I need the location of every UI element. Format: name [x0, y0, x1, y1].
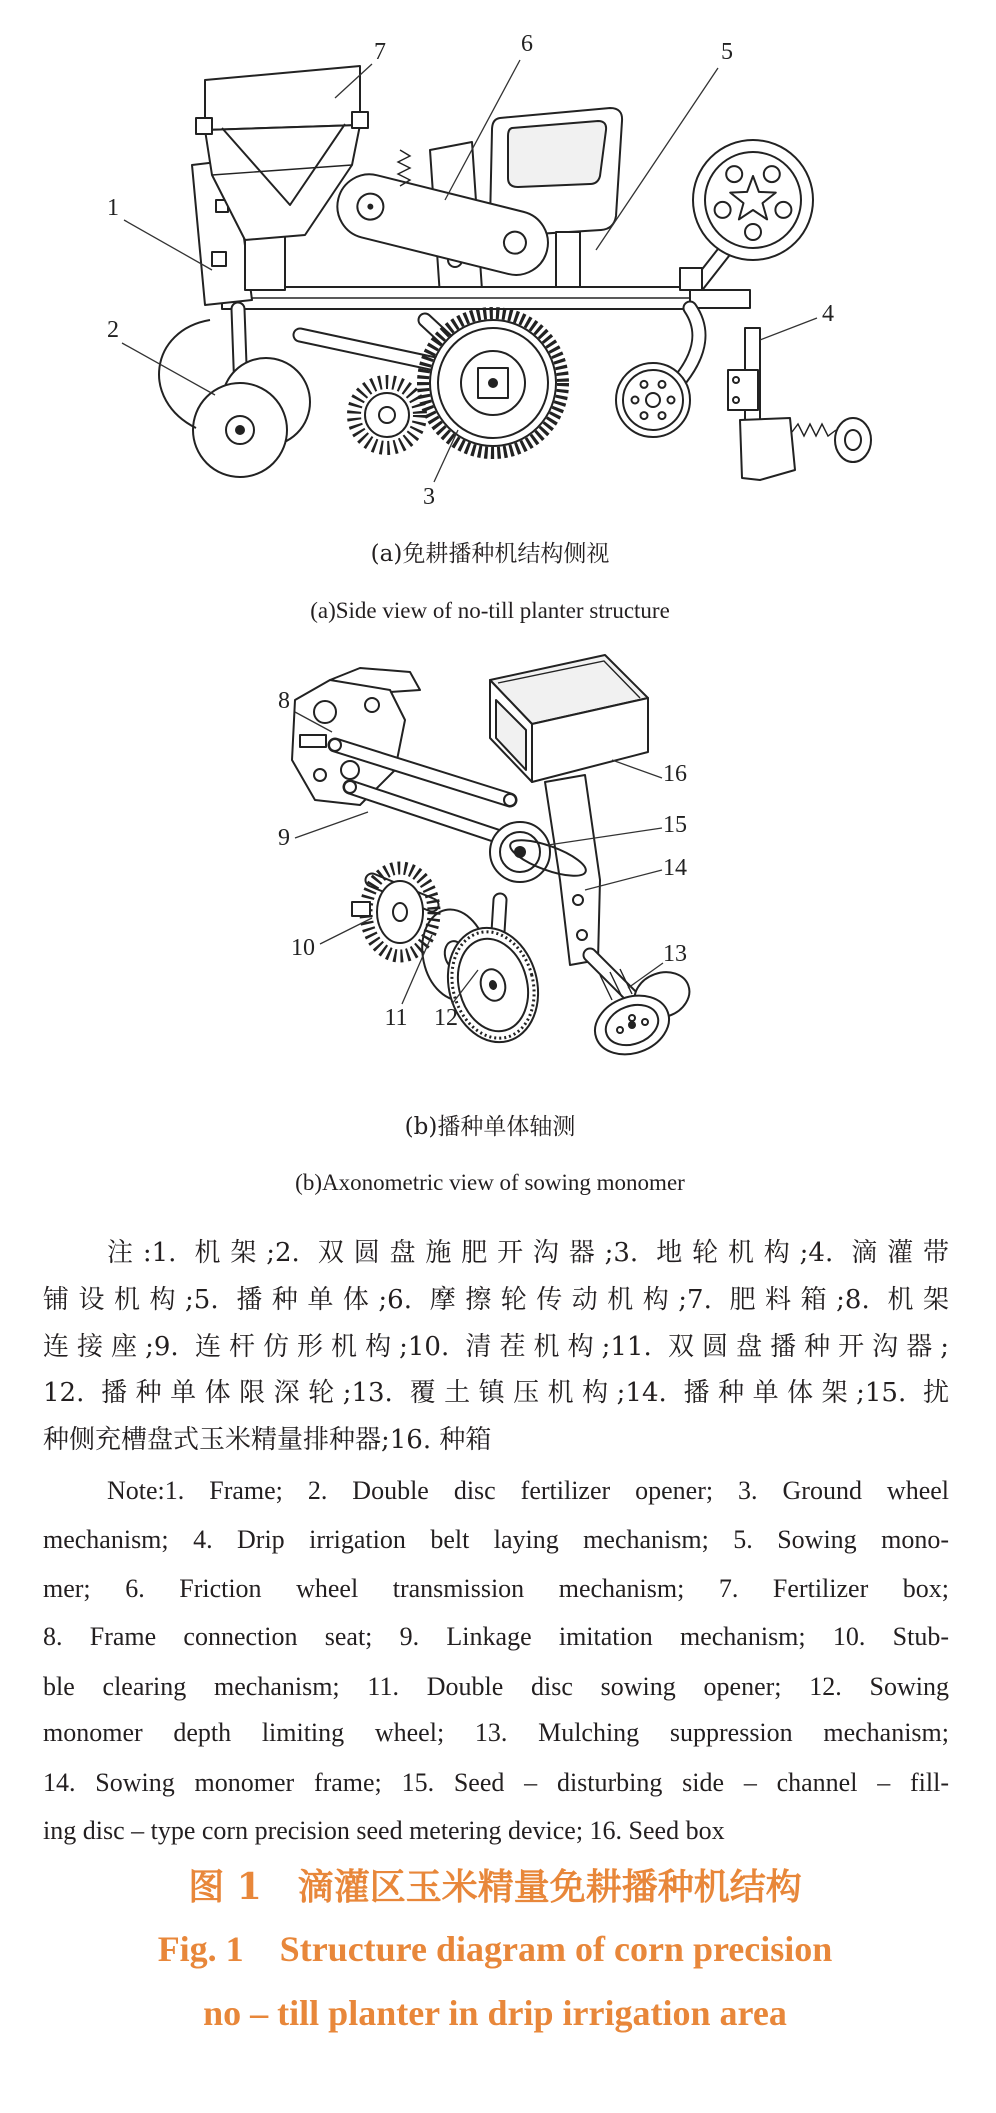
note-cn-line: 12. 播种单体限深轮;13. 覆土镇压机构;14. 播种单体架;15. 扰 — [43, 1378, 949, 1408]
note-en-line: monomer depth limiting wheel; 13. Mulching suppression mechanism; — [43, 1718, 949, 1747]
fertilizer-box-part — [205, 66, 360, 130]
figure-a-drawing — [0, 0, 996, 530]
seed-box — [490, 655, 648, 782]
fertilizer-box-part — [352, 112, 368, 128]
callout-label-10: 10 — [291, 935, 315, 961]
note-en-line: Note:1. Frame; 2. Double disc fertilizer opener; 3. Ground wheel — [107, 1476, 949, 1505]
figure-title-cn: 图 1 滴灌区玉米精量免耕播种机结构 — [188, 1866, 802, 1908]
note-en-line: mer; 6. Friction wheel transmission mechanism; 7. Fertilizer box; — [43, 1574, 949, 1603]
sowing-monomer-frame-part — [545, 775, 600, 965]
callout-label-11: 11 — [384, 1005, 408, 1031]
callout-label-14: 14 — [663, 855, 687, 881]
note-cn-line: 注:1. 机架;2. 双圆盘施肥开沟器;3. 地轮机构;4. 滴灌带 — [107, 1238, 949, 1268]
stubble-star-wheel — [354, 382, 420, 448]
ground-wheel-arm-part — [300, 335, 440, 365]
linkage-imitation-mechanism-part — [329, 739, 341, 751]
callout-leader-9 — [295, 812, 368, 838]
callout-label-12: 12 — [434, 1005, 458, 1031]
note-en-line: 14. Sowing monomer frame; 15. Seed – disturbing side – channel – fill- — [43, 1768, 949, 1797]
figure-a-caption-en: (a)Side view of no-till planter structure — [310, 598, 670, 623]
fertilizer-box-part — [196, 118, 212, 134]
figure-b-caption-cn: (b)播种单体轴测 — [404, 1114, 576, 1140]
note-en-line: mechanism; 4. Drip irrigation belt laying mechanism; 5. Sowing mono- — [43, 1525, 949, 1554]
callout-label-8: 8 — [278, 688, 290, 714]
callout-leader-2 — [122, 343, 215, 395]
main-toolbar-beam — [222, 287, 692, 309]
callout-label-4: 4 — [822, 301, 834, 327]
callout-leader-16 — [612, 760, 662, 778]
mulching-suppression-mechanism — [587, 965, 696, 1065]
figure-b-drawing — [0, 640, 996, 1070]
linkage-imitation-mechanism — [329, 739, 516, 842]
machine-frame-part — [212, 252, 226, 266]
callout-label-2: 2 — [107, 317, 119, 343]
stubble-clearing-mechanism-part — [352, 902, 370, 916]
note-en-line: ble clearing mechanism; 11. Double disc sowing opener; 12. Sowing — [43, 1672, 949, 1701]
figure-b-caption-en: (b)Axonometric view of sowing monomer — [295, 1170, 685, 1195]
linkage-imitation-mechanism-part — [344, 781, 356, 793]
callout-leader-4 — [760, 318, 817, 340]
callout-label-13: 13 — [663, 941, 687, 967]
callout-label-7: 7 — [374, 39, 386, 65]
double-disc-fertilizer-opener-part — [235, 425, 245, 435]
drip-irrigation-belt-laying-mechanism-part — [646, 393, 660, 407]
linkage-imitation-mechanism-part — [504, 794, 516, 806]
frame-connection-seat-part — [300, 735, 326, 747]
callout-label-15: 15 — [663, 812, 687, 838]
drip-tape-reel-part — [680, 268, 702, 290]
callout-leader-3 — [434, 430, 458, 482]
note-cn-line: 铺设机构;5. 播种单体;6. 摩擦轮传动机构;7. 肥料箱;8. 机架 — [43, 1285, 949, 1315]
drip-irrigation-belt-laying-mechanism-part — [690, 290, 750, 308]
callout-label-1: 1 — [107, 195, 119, 221]
machine-frame-part — [245, 235, 285, 290]
callout-label-9: 9 — [278, 825, 290, 851]
ground-wheel-mechanism-part — [488, 378, 498, 388]
figure-title-en-line2: no – till planter in drip irrigation area — [203, 1993, 787, 2033]
callout-label-3: 3 — [423, 484, 435, 510]
stubble-star-wheel-part — [365, 393, 409, 437]
mulching-suppression-mechanism-part — [628, 1021, 636, 1029]
stubble-clearing-mechanism-part — [377, 881, 423, 943]
callout-label-6: 6 — [521, 31, 533, 57]
drip-tape-reel — [680, 140, 813, 290]
figure-a-caption-cn: (a)免耕播种机结构侧视 — [370, 541, 610, 567]
drip-irrigation-belt-laying-mechanism-part — [792, 424, 836, 436]
note-en-line: 8. Frame connection seat; 9. Linkage imitation mechanism; 10. Stub- — [43, 1622, 949, 1651]
drip-irrigation-belt-laying-mechanism-part — [740, 418, 795, 480]
figure-title-en-line1: Fig. 1 Structure diagram of corn precision — [157, 1929, 833, 1969]
sowing-monomer-seed-hopper-part — [508, 121, 606, 187]
note-cn-line: 连接座;9. 连杆仿形机构;10. 清茬机构;11. 双圆盘播种开沟器; — [43, 1332, 949, 1362]
drip-irrigation-belt-laying-mechanism-part — [728, 370, 758, 410]
note-cn-line: 种侧充槽盘式玉米精量排种器;16. 种箱 — [43, 1425, 492, 1455]
stubble-clearing-mechanism — [352, 868, 434, 956]
double-disc-fertilizer-opener — [159, 309, 310, 477]
note-en-line: ing disc – type corn precision seed metering device; 16. Seed box — [43, 1816, 725, 1845]
callout-label-16: 16 — [663, 761, 687, 787]
callout-label-5: 5 — [721, 39, 733, 65]
drip-irrigation-belt-laying-mechanism-part — [835, 418, 871, 462]
